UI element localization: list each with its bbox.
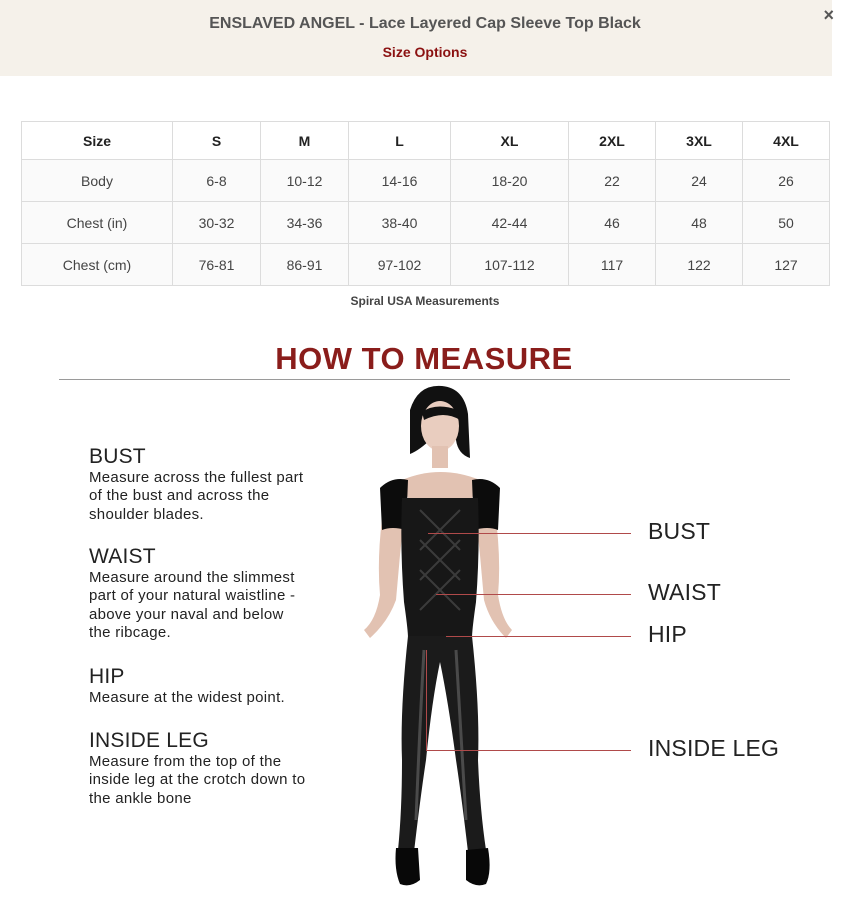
- table-cell: Body: [22, 160, 173, 202]
- callout-line-hip: [446, 636, 631, 637]
- table-row: [22, 244, 830, 286]
- column-header: Size: [22, 122, 173, 160]
- table-cell: 46: [569, 202, 656, 244]
- table-cell: 107-112: [451, 244, 569, 286]
- table-cell: 14-16: [349, 160, 451, 202]
- table-header-row: [22, 122, 830, 160]
- column-header: L: [349, 122, 451, 160]
- table-cell: 76-81: [173, 244, 261, 286]
- instruction-line: the ribcage.: [89, 623, 171, 641]
- table-cell: 6-8: [173, 160, 261, 202]
- model-shoe-left: [396, 848, 421, 885]
- instruction-heading: BUST: [89, 445, 146, 468]
- callout-line-bust: [428, 533, 631, 534]
- instruction-hip: [89, 665, 285, 707]
- instruction-line: Measure from the top of the: [89, 753, 282, 770]
- callout-bust: BUST: [648, 518, 711, 544]
- table-cell: 34-36: [261, 202, 349, 244]
- table-row: [22, 160, 830, 202]
- model-top: [401, 498, 478, 638]
- callout-vertical-inside-leg: [426, 650, 427, 750]
- instruction-heading: WAIST: [89, 545, 156, 568]
- instruction-line: Measure across the fullest part: [89, 469, 304, 486]
- product-title: ENSLAVED ANGEL - Lace Layered Cap Sleeve Top Black: [209, 15, 641, 32]
- size-chart-table: [21, 121, 830, 286]
- instruction-line: above your naval and below: [89, 605, 284, 623]
- column-header: 4XL: [743, 122, 830, 160]
- table-caption: Spiral USA Measurements: [350, 294, 500, 308]
- instruction-line: Measure at the widest point.: [89, 689, 286, 706]
- instruction-waist: [89, 545, 295, 642]
- model-leggings: [398, 636, 486, 852]
- instruction-line: shoulder blades.: [89, 505, 204, 523]
- model-shoe-right: [466, 848, 490, 885]
- instruction-line: of the bust and across the: [89, 487, 270, 505]
- instruction-inside-leg: [89, 729, 305, 808]
- close-icon[interactable]: ×: [823, 5, 834, 25]
- table-cell: 24: [656, 160, 743, 202]
- table-cell: 10-12: [261, 160, 349, 202]
- callout-hip: HIP: [648, 621, 687, 647]
- instruction-heading: INSIDE LEG: [89, 729, 209, 752]
- table-cell: 50: [743, 202, 830, 244]
- model-figure: [340, 380, 530, 890]
- table-cell: 22: [569, 160, 656, 202]
- size-options-heading: Size Options: [382, 44, 468, 60]
- table-cell: 122: [656, 244, 743, 286]
- table-cell: 26: [743, 160, 830, 202]
- instruction-bust: [89, 445, 303, 524]
- column-header: S: [173, 122, 261, 160]
- column-header: M: [261, 122, 349, 160]
- table-cell: 18-20: [451, 160, 569, 202]
- callout-line-waist: [436, 594, 631, 595]
- table-cell: 42-44: [451, 202, 569, 244]
- table-cell: 48: [656, 202, 743, 244]
- column-header: 2XL: [569, 122, 656, 160]
- table-cell: 86-91: [261, 244, 349, 286]
- how-to-measure-title: HOW TO MEASURE: [275, 341, 573, 376]
- callout-inside-leg: INSIDE LEG: [648, 735, 780, 761]
- column-header: 3XL: [656, 122, 743, 160]
- table-cell: 30-32: [173, 202, 261, 244]
- table-cell: 97-102: [349, 244, 451, 286]
- instruction-heading: HIP: [89, 665, 125, 688]
- table-cell: 38-40: [349, 202, 451, 244]
- instruction-line: part of your natural waistline -: [89, 587, 296, 605]
- callout-line-inside-leg: [426, 750, 631, 751]
- instruction-line: Measure around the slimmest: [89, 569, 295, 586]
- table-cell: 127: [743, 244, 830, 286]
- instruction-line: inside leg at the crotch down to: [89, 771, 306, 789]
- instruction-line: the ankle bone: [89, 789, 192, 807]
- table-row: [22, 202, 830, 244]
- column-header: XL: [451, 122, 569, 160]
- callout-waist: WAIST: [648, 579, 721, 605]
- table-cell: Chest (cm): [22, 244, 173, 286]
- table-cell: Chest (in): [22, 202, 173, 244]
- modal-header: [0, 0, 832, 76]
- table-cell: 117: [569, 244, 656, 286]
